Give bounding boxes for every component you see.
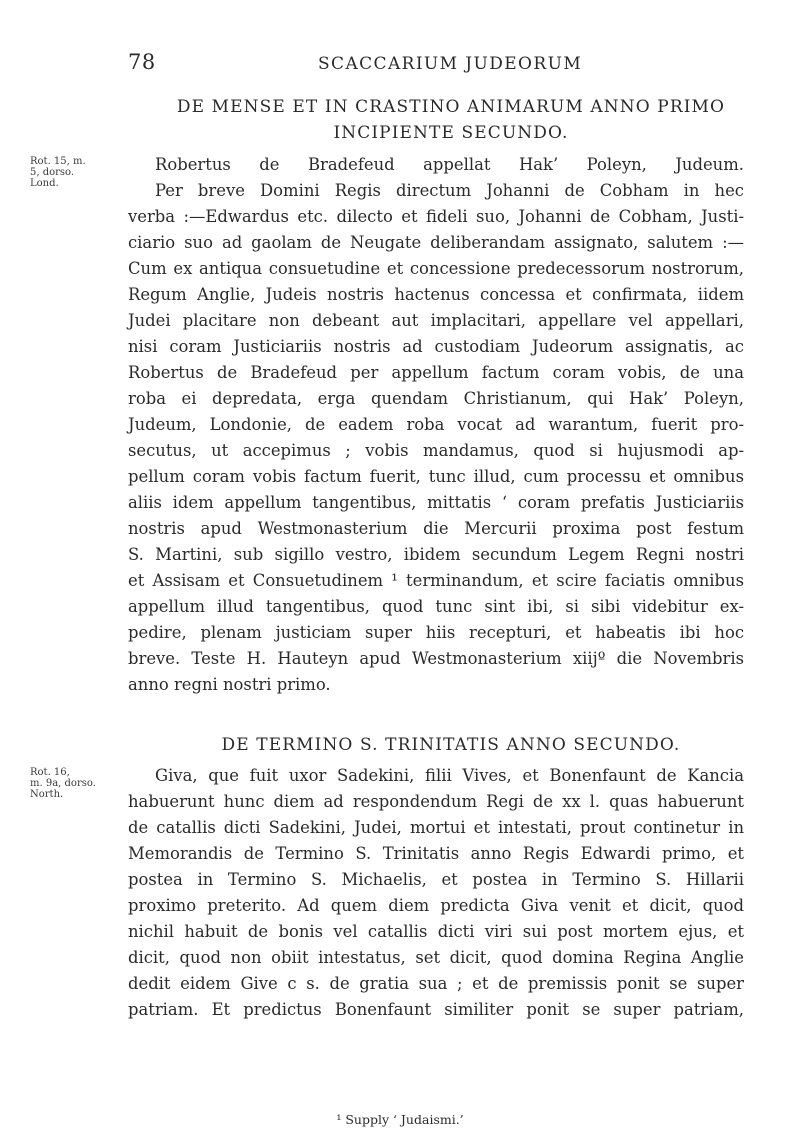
margin-note-2 [30, 767, 106, 800]
text-line: breve. Teste H. Hauteyn apud Westmonasterium xiijº die Novembris [128, 649, 744, 668]
text-line: roba ei depredata, erga quendam Christianum, qui Hak’ Poleyn, [128, 389, 744, 408]
text-line: dedit eidem Give c s. de gratia sua ; et de premissis ponit se super [128, 974, 744, 993]
page-number: 78 [128, 50, 156, 74]
running-head: SCACCARIUM JUDEORUM [318, 54, 583, 74]
heading-line: DE MENSE ET IN CRASTINO ANIMARUM ANNO PRIMO [176, 97, 726, 117]
margin-note-line: Rot. 16, [30, 767, 70, 778]
text-line: secutus, ut accepimus ; vobis mandamus, quod si hujusmodi ap- [128, 441, 744, 460]
margin-note-line: Rot. 15, m. [30, 156, 86, 167]
text-line: postea in Termino S. Michaelis, et postea in Termino S. Hillarii [128, 870, 744, 889]
text-line: aliis idem appellum tangentibus, mittatis ‘ coram prefatis Justiciariis [128, 493, 744, 512]
text-line: dicit, quod non obiit intestatus, set dicit, quod domina Regina Anglie [128, 948, 744, 967]
text-line: Giva, que fuit uxor Sadekini, filii Vives, et Bonenfaunt de Kancia [155, 766, 744, 785]
text-line: habuerunt hunc diem ad respondendum Regi de xx l. quas habuerunt [128, 792, 744, 811]
text-line: Per breve Domini Regis directum Johanni de Cobham in hec [155, 181, 744, 200]
footnote: ¹ Supply ‘ Judaismi.’ [336, 1112, 464, 1127]
margin-note-line: Lond. [30, 178, 59, 189]
text-line: anno regni nostri primo. [128, 675, 331, 694]
text-line: nisi coram Justiciariis nostris ad custodiam Judeorum assignatis, ac [128, 337, 744, 356]
margin-note-1 [30, 156, 106, 189]
text-line: Cum ex antiqua consuetudine et concessione predecessorum nostrorum, [128, 259, 744, 278]
text-line: nostris apud Westmonasterium die Mercurii proxima post festum [128, 519, 744, 538]
text-line: et Assisam et Consuetudinem ¹ terminandum, et scire faciatis omnibus [128, 571, 744, 590]
text-line: de catallis dicti Sadekini, Judei, mortui et intestati, prout continetur in [128, 818, 744, 837]
text-line: ciario suo ad gaolam de Neugate deliberandam assignato, salutem :— [128, 233, 744, 252]
section-heading-1 [160, 94, 742, 146]
text-line: pellum coram vobis factum fuerit, tunc illud, cum processu et omnibus [128, 467, 744, 486]
heading-line: DE TERMINO S. TRINITATIS ANNO SECUNDO. [221, 735, 681, 755]
text-line: S. Martini, sub sigillo vestro, ibidem secundum Legem Regni nostri [128, 545, 744, 564]
text-line: pedire, plenam justiciam super hiis recepturi, et habeatis ibi hoc [128, 623, 744, 642]
text-line: Judei placitare non debeant aut implacitari, appellare vel appellari, [128, 311, 744, 330]
text-line: verba :—Edwardus etc. dilecto et fideli suo, Johanni de Cobham, Justi- [128, 207, 744, 226]
text-line: Judeum, Londonie, de eadem roba vocat ad warantum, fuerit pro- [128, 415, 744, 434]
margin-note-line: 5, dorso. [30, 167, 75, 178]
text-line: proximo preterito. Ad quem diem predicta Giva venit et dicit, quod [128, 896, 744, 915]
text-line: Memorandis de Termino S. Trinitatis anno Regis Edwardi primo, et [128, 844, 744, 863]
section-heading-2 [160, 732, 742, 758]
text-line: Robertus de Bradefeud appellat Hak’ Poleyn, Judeum. [155, 155, 744, 174]
margin-note-line: North. [30, 789, 64, 800]
heading-line: INCIPIENTE SECUNDO. [333, 123, 569, 143]
margin-note-line: m. 9a, dorso. [30, 778, 96, 789]
text-line: nichil habuit de bonis vel catallis dicti viri sui post mortem ejus, et [128, 922, 744, 941]
text-line: Robertus de Bradefeud per appellum factum coram vobis, de una [128, 363, 744, 382]
text-line: patriam. Et predictus Bonenfaunt similiter ponit se super patriam, [128, 1000, 744, 1019]
text-line: appellum illud tangentibus, quod tunc sint ibi, si sibi videbitur ex- [128, 597, 744, 616]
text-line: Regum Anglie, Judeis nostris hactenus concessa et confirmata, iidem [128, 285, 744, 304]
